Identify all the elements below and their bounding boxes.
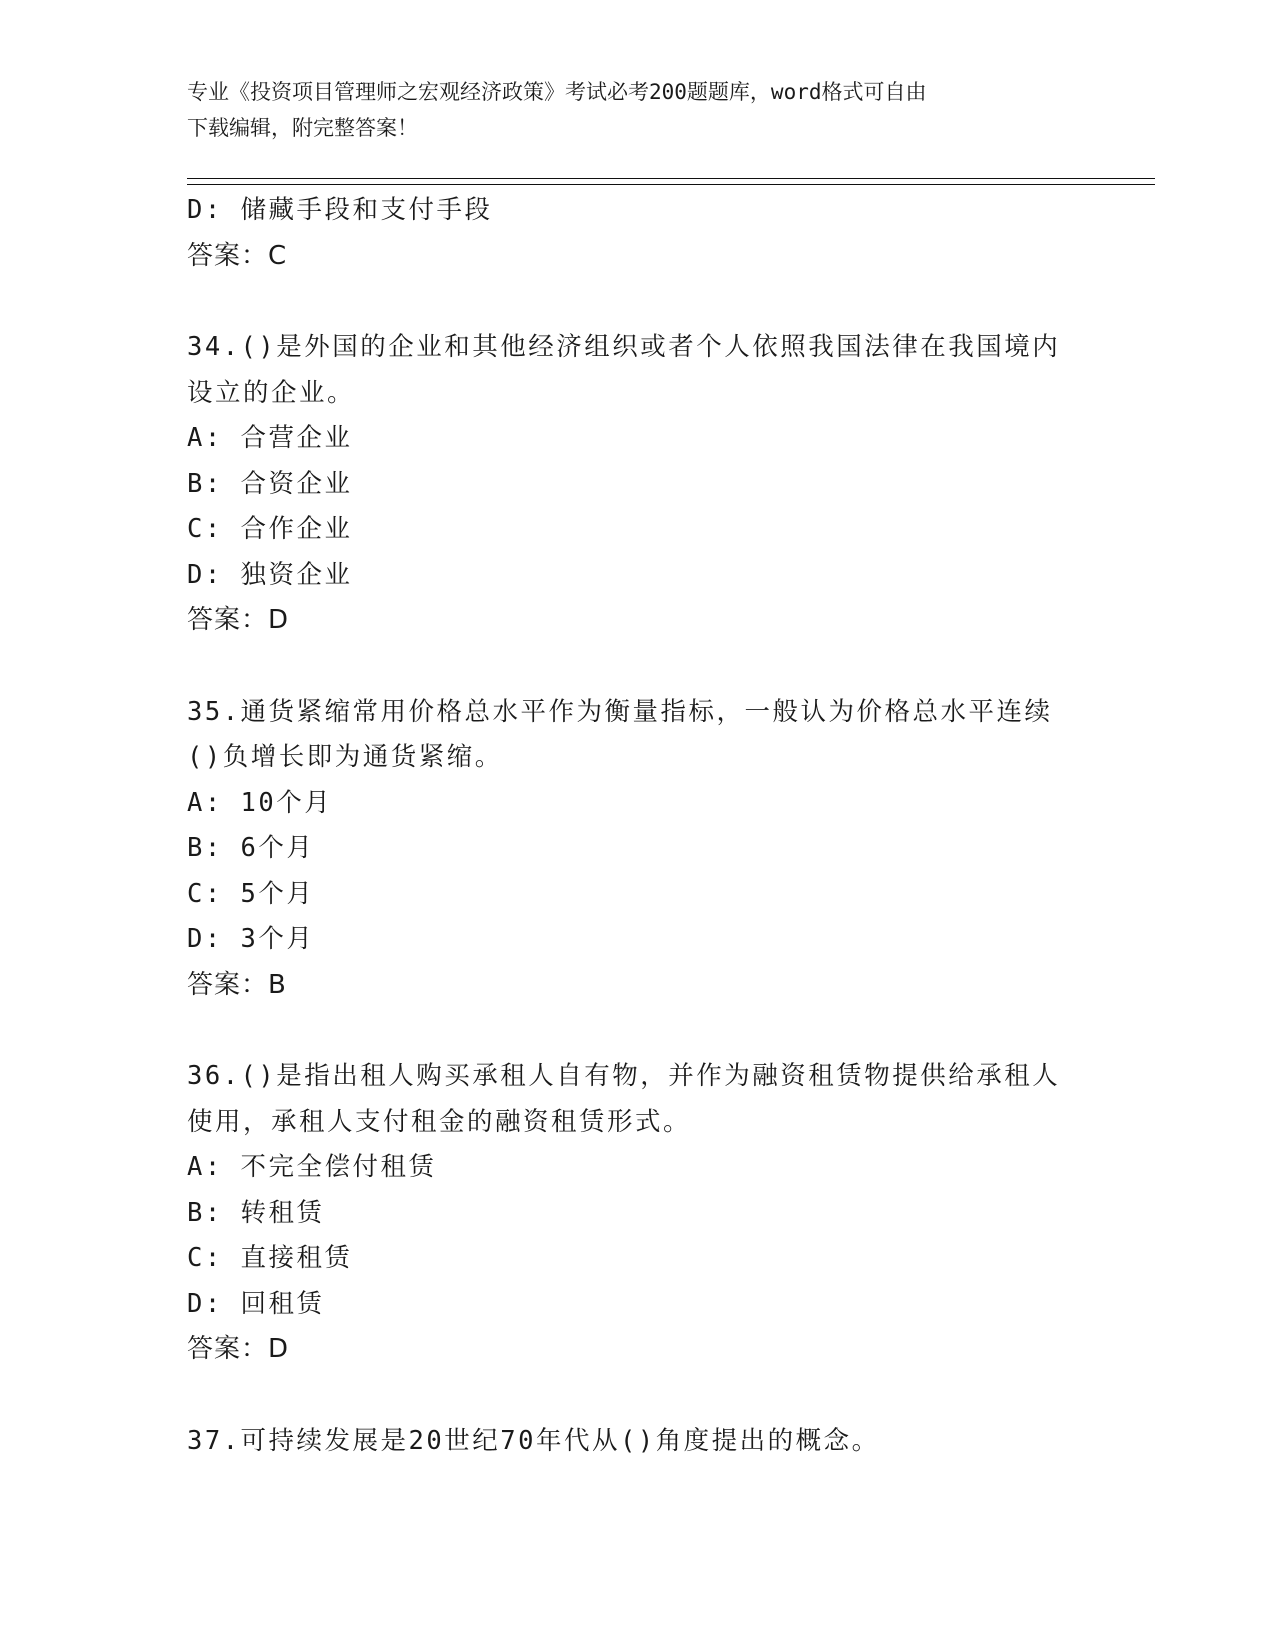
answer: 答案：D <box>187 605 290 635</box>
answer: 答案：B <box>187 969 287 1000</box>
document-header <box>187 74 1087 146</box>
option-b: B: 转租赁 <box>187 1197 325 1228</box>
question-34 <box>187 325 1087 644</box>
option-c: C: 合作企业 <box>187 514 353 544</box>
question-stem-cont: 使用，承租人支付租金的融资租赁形式。 <box>187 1106 692 1137</box>
option-b: B: 合资企业 <box>187 468 353 499</box>
option-a: A: 10个月 <box>187 787 333 818</box>
option-d: D: 独资企业 <box>187 559 353 590</box>
option-d: D: 回租赁 <box>187 1288 325 1319</box>
answer: 答案：C <box>187 240 288 271</box>
answer: 答案：D <box>187 1334 290 1364</box>
option-a: A: 不完全偿付租赁 <box>187 1152 437 1182</box>
header-divider-bottom <box>187 184 1155 185</box>
question-36 <box>187 1054 1087 1373</box>
question-stem-cont: 设立的企业。 <box>187 377 356 408</box>
question-37 <box>187 1419 1087 1465</box>
option-b: B: 6个月 <box>187 833 315 863</box>
header-divider-top <box>187 178 1155 179</box>
option-d: D: 3个月 <box>187 924 315 954</box>
question-stem: 37.可持续发展是20世纪70年代从()角度提出的概念。 <box>187 1425 880 1456</box>
question-35 <box>187 690 1087 1009</box>
question-stem: 34.()是外国的企业和其他经济组织或者个人依照我国法律在我国境内 <box>187 332 1061 362</box>
header-line-2: 下载编辑，附完整答案！ <box>187 116 418 140</box>
option-c: C: 直接租赁 <box>187 1243 353 1273</box>
option-a: A: 合营企业 <box>187 423 353 453</box>
question-stem: 36.()是指出租人购买承租人自有物，并作为融资租赁物提供给承租人 <box>187 1061 1061 1091</box>
option-d: D: 储藏手段和支付手段 <box>187 195 493 225</box>
question-list <box>187 188 1087 1464</box>
option-c: C: 5个月 <box>187 878 315 909</box>
question-stem: 35.通货紧缩常用价格总水平作为衡量指标，一般认为价格总水平连续 <box>187 696 1053 727</box>
question-stem-cont: ()负增长即为通货紧缩。 <box>187 742 503 772</box>
header-line-1: 专业《投资项目管理师之宏观经济政策》考试必考200题题库，word格式可自由 <box>187 80 927 104</box>
